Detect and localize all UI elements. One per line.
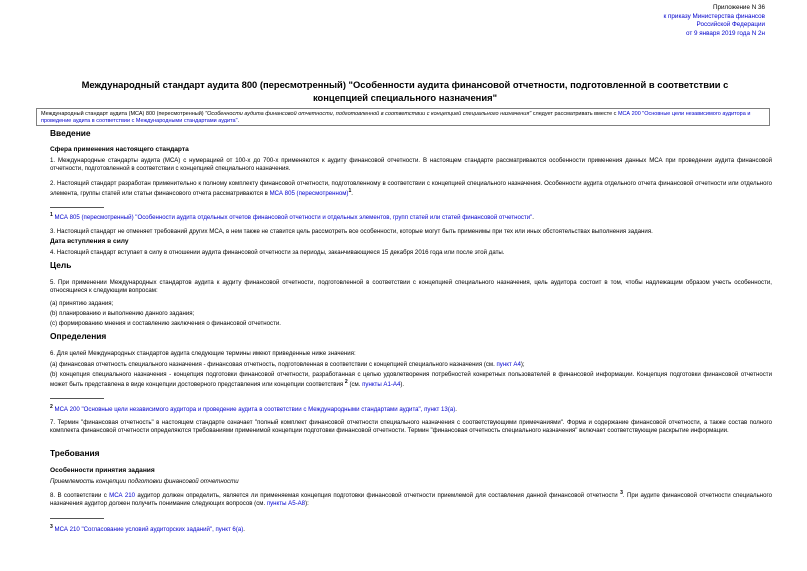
paragraph-8-text-a: 8. В соответствии с [50,492,110,500]
footnote-marker-2[interactable]: 2 [344,378,348,385]
paragraph-8-text-c: . При аудите финансовой отчетности специального назначения аудитор должен получить понимание следующих вопросов (см. [50,492,772,507]
footnote-2-link[interactable]: МСА 200 "Основные цели независимого аудитора и проведение аудита в соответствии с Международными стандартами аудита", пункт 13(a) [54,406,456,414]
points-a5-a8-link[interactable]: пункты A5-A8 [266,499,306,507]
appendix-number: Приложение N 36 [713,4,765,11]
paragraph-2-text: 2. Настоящий стандарт разработан применительно к полному комплекту финансовой отчетности, подготовленному в соответствии с концепцией специального назначения. Особенности аудита отдельного отчета финансовой отчетности или отдельного элемента, группы статей или статьи финансового отчета рассматриваются в [50,180,772,197]
footnote-2 [50,404,772,414]
paragraph-6b-end: ). [400,380,405,388]
notice-text-d: . [237,118,240,125]
heading-scope: Сфера применения настоящего стандарта [50,146,189,153]
paragraph-6b-text: (b) концепция специального назначения - концепция подготовки финансовой отчетности, разработанная с целью удовлетворения потребностей конкретных пользователей в финансовой информации. Концепция подготовки финансовой отчетности может быть представлена в виде концепции достоверного представления или концепции соответствия [50,371,772,388]
msa210-link[interactable]: МСА 210 [109,492,136,500]
paragraph-5b: (b) планированию и выполнению данного задания; [50,310,195,317]
footnote-3-marker: 3 [50,524,53,530]
paragraph-6a-text: (a) финансовая отчетность специального назначения - финансовая отчетность, подготовленная в соответствии с концепцией специального назначения (см. [50,361,497,368]
paragraph-8 [50,490,772,508]
footnote-3-link[interactable]: МСА 210 "Согласование условий аудиторских заданий", пункт 6(a) [54,526,244,534]
paragraph-5a: (a) принятию задания; [50,300,114,307]
paragraph-4: 4. Настоящий стандарт вступает в силу в отношении аудита финансовой отчетности за периоды, заканчивающиеся 15 декабря 2016 года или после этой даты. [50,249,505,256]
paragraph-3: 3. Настоящий стандарт не отменяет требований других МСА, в нем также не ставится цель рассмотреть все особенности, которые могут быть применимы при тех или иных обстоятельствах выполнения задания. [50,228,653,235]
order-link-line2[interactable]: Российской Федерации [696,21,765,28]
notice-text-b: "Особенности аудита финансовой отчетности, подготовленной в соответствии с концепцией специального назначения" [205,111,532,117]
footnote-marker-1[interactable]: 1 [348,187,352,194]
footnote-2-marker: 2 [50,404,53,410]
paragraph-6a [50,361,772,369]
footnote-1-link[interactable]: МСА 805 (пересмотренный) "Особенности аудита отдельных отчетов финансовой отчетности и отдельных элементов, групп статей или статей финансовой отчетности" [54,214,533,222]
paragraph-6a-end: ); [520,361,525,368]
paragraph-6: 6. Для целей Международных стандартов аудита следующие термины имеют приведенные ниже значения: [50,350,356,357]
msa805-link[interactable]: МСА 805 (пересмотренном) [269,189,349,197]
points-a1-a4-link[interactable]: пункты A1-A4 [362,380,401,388]
document-title: Международный стандарт аудита 800 (пересмотренный) "Особенности аудита финансовой отчетности, подготовленной в соответствии с концепцией специального назначения" [81,79,729,103]
notice-text-a: Международный стандарт аудита (МСА) 800 (пересмотренный) [41,111,206,117]
footnote-1-marker: 1 [50,212,53,218]
heading-introduction: Введение [50,128,91,138]
footnote-1 [50,212,772,222]
paragraph-8-text-b: аудитор должен определить, является ли применяемая концепция подготовки финансовой отчетности приемлемой для составления данной финансовой отчетности [135,492,621,500]
point-a4-link[interactable]: пункт A4 [496,361,521,368]
footnote-marker-3[interactable]: 3 [620,490,623,496]
notice-box [36,108,770,126]
order-link-line3[interactable]: от 9 января 2019 года N 2н [686,29,765,37]
appendix-header [560,4,765,38]
footnote-3-end: . [243,526,245,534]
paragraph-7: 7. Термин "финансовая отчетность" в настоящем стандарте означает "полный комплект финансовой отчетности специального назначения с соответствующими примечаниями". Форма и содержание финансовой отчетности, а также состав полного комплекта финансовой отчетности определяются требованиями применимой концепции подготовки финансовой отчетности. Термин "финансовая отчетность специального назначения" включает соответствующие раскрытие информации. [50,419,772,434]
heading-acceptance: Особенности принятия задания [50,467,155,474]
footnote-divider-1 [50,207,104,208]
heading-acceptability: Приемлемость концепции подготовки финансовой отчетности [50,478,239,485]
paragraph-6b-mid: (см. [347,380,363,388]
heading-requirements: Требования [50,448,100,458]
paragraph-6b [50,371,772,389]
heading-goal: Цель [50,260,72,270]
paragraph-2 [50,180,772,198]
footnote-divider-2 [50,398,104,399]
paragraph-8-text-d: ): [305,499,309,507]
paragraph-1: 1. Международные стандарты аудита (МСА) с нумерацией от 100-х до 700-х применяются к аудиту финансовой отчетности. В настоящем стандарте рассматриваются особенности применения данных МСА при проведении аудита финансовой отчетности, подготовленной в соответствии с концепцией специального назначения. [50,157,772,172]
heading-definitions: Определения [50,331,107,341]
notice-text-c: следует рассматривать вместе с [531,111,618,117]
footnote-2-end: . [455,406,457,414]
paragraph-5c: (c) формированию мнения и составлению заключения о финансовой отчетности. [50,320,281,327]
paragraph-5: 5. При применении Международных стандартов аудита к аудиту финансовой отчетности, подготовленной в соответствии с концепцией специального назначения, цель аудитора состоит в том, чтобы надлежащим образом учесть особенности, относящиеся к следующим вопросам: [50,279,772,294]
footnote-3 [50,524,772,534]
order-link-line1[interactable]: к приказу Министерства финансов [663,12,765,20]
heading-effective-date: Дата вступления в силу [50,238,129,245]
footnote-divider-3 [50,518,104,519]
paragraph-2-end: . [351,189,353,197]
footnote-1-end: . [532,214,534,222]
notice-msa200-link[interactable]: МСА 200 "Основные цели независимого аудитора и проведение аудита в соответствии с Международными стандартами аудита" [41,111,751,125]
